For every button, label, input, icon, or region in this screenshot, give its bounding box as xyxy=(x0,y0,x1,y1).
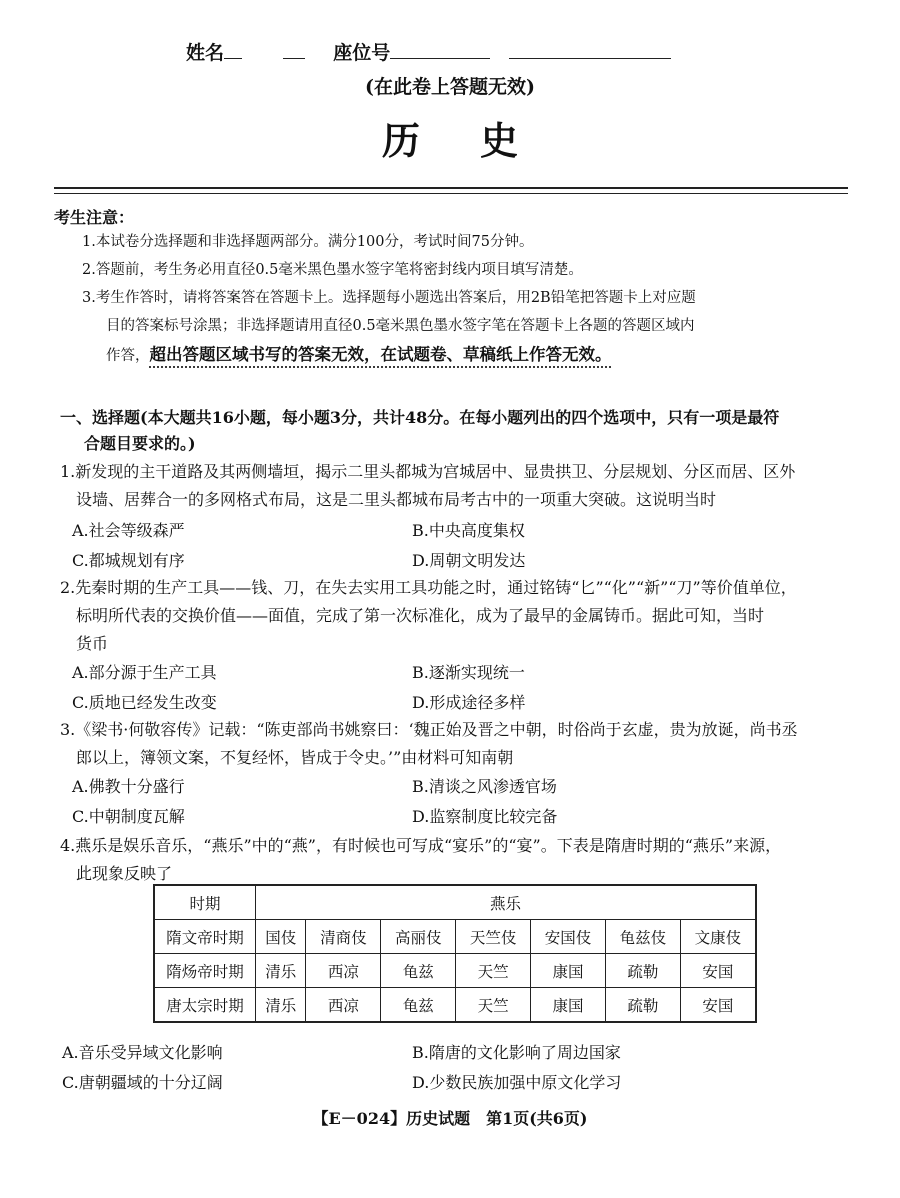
subject-title: 历史 xyxy=(381,118,578,163)
seat-blank-1[interactable] xyxy=(390,40,490,59)
table-cell: 龟兹 xyxy=(381,954,456,988)
table-cell: 安国伎 xyxy=(531,920,606,954)
note-3-emphasis: 超出答题区域书写的答案无效，在试题卷、草稿纸上作答无效。 xyxy=(149,345,612,364)
q3-option-a[interactable]: A.佛教十分盛行 xyxy=(72,777,185,796)
header-fields xyxy=(186,38,671,65)
name-blank-2[interactable] xyxy=(283,40,305,59)
note-3: 3.考生作答时，请将答案答在答题卡上。选择题每小题选出答案后，用2B铅笔把答题卡上对应题 xyxy=(82,290,696,306)
q1-line1: 1.新发现的主干道路及其两侧墙垣，揭示二里头都城为宫城居中、显贵拱卫、分层规划、分区而居、区外 xyxy=(60,462,796,481)
q3-line1: 3.《梁书·何敬容传》记载：“陈吏部尚书姚察曰：‘魏正始及晋之中朝，时俗尚于玄虚，贵为放诞，尚书丞 xyxy=(60,720,798,739)
table-cell: 清乐 xyxy=(256,954,306,988)
q1-option-d[interactable]: D.周朝文明发达 xyxy=(412,551,526,570)
table-header-music: 燕乐 xyxy=(256,885,757,920)
q2-line3: 货币 xyxy=(76,634,109,653)
q2-option-c[interactable]: C.质地已经发生改变 xyxy=(72,693,217,712)
q2-line2: 标明所代表的交换价值——面值，完成了第一次标准化，成为了最早的金属铸币。据此可知，当时 xyxy=(76,606,765,625)
q1-option-c[interactable]: C.都城规划有序 xyxy=(72,551,185,570)
table-header-period: 时期 xyxy=(154,885,256,920)
table-cell: 天竺 xyxy=(456,988,531,1023)
note-2: 2.答题前，考生务必用直径0.5毫米黑色墨水签字笔将密封线内项目填写清楚。 xyxy=(82,262,583,278)
q1-option-b[interactable]: B.中央高度集权 xyxy=(412,521,525,540)
seat-blank-2[interactable] xyxy=(509,40,671,59)
divider-thick xyxy=(54,187,848,189)
q4-line2: 此现象反映了 xyxy=(76,864,173,883)
table-cell-period: 隋炀帝时期 xyxy=(154,954,256,988)
q3-option-b[interactable]: B.清谈之风渗透官场 xyxy=(412,777,557,796)
table-cell: 康国 xyxy=(531,954,606,988)
yanyue-table xyxy=(153,884,757,1023)
divider-thin xyxy=(54,193,848,194)
section-title-cont: 合题目要求的。) xyxy=(84,434,196,453)
q2-line1: 2.先秦时期的生产工具——钱、刀，在失去实用工具功能之时，通过铭铸“匕”“化”“新”“刀”等价值单位， xyxy=(60,578,797,597)
table-cell: 文康伎 xyxy=(680,920,756,954)
q2-option-b[interactable]: B.逐渐实现统一 xyxy=(412,663,525,682)
q3-option-d[interactable]: D.监察制度比较完备 xyxy=(412,807,558,826)
table-cell: 西凉 xyxy=(306,988,381,1023)
table-cell: 天竺 xyxy=(456,954,531,988)
table-row xyxy=(154,954,756,988)
page-footer: 【E－024】历史试题 第1页(共6页) xyxy=(312,1109,588,1128)
q1-line2: 设墙、居葬合一的多网格式布局，这是二里头都城布局考古中的一项重大突破。这说明当时 xyxy=(76,490,717,509)
table-row xyxy=(154,988,756,1023)
seat-label: 座位号 xyxy=(333,42,391,64)
q4-option-c[interactable]: C.唐朝疆域的十分辽阔 xyxy=(62,1073,223,1092)
name-blank-1[interactable] xyxy=(224,40,242,59)
q1-option-a[interactable]: A.社会等级森严 xyxy=(72,521,185,540)
q4-option-d[interactable]: D.少数民族加强中原文化学习 xyxy=(412,1073,622,1092)
table-cell: 天竺伎 xyxy=(456,920,531,954)
q4-option-b[interactable]: B.隋唐的文化影响了周边国家 xyxy=(412,1043,621,1062)
table-cell: 安国 xyxy=(680,988,756,1023)
q3-option-c[interactable]: C.中朝制度瓦解 xyxy=(72,807,185,826)
note-1: 1.本试卷分选择题和非选择题两部分。满分100分，考试时间75分钟。 xyxy=(82,234,534,250)
table-cell: 疏勒 xyxy=(605,988,680,1023)
table-cell: 清商伎 xyxy=(306,920,381,954)
table-cell: 疏勒 xyxy=(605,954,680,988)
table-cell: 安国 xyxy=(680,954,756,988)
table-cell-period: 隋文帝时期 xyxy=(154,920,256,954)
note-3-prefix: 作答， xyxy=(106,348,150,364)
q2-option-d[interactable]: D.形成途径多样 xyxy=(412,693,526,712)
q4-line1: 4.燕乐是娱乐音乐，“燕乐”中的“燕”，有时候也可写成“宴乐”的“宴”。下表是隋唐时期的“燕乐”来源， xyxy=(60,836,782,855)
name-label: 姓名 xyxy=(186,42,225,64)
table-row xyxy=(154,920,756,954)
note-3-cont: 目的答案标号涂黑；非选择题请用直径0.5毫米黑色墨水签字笔在答题卡上各题的答题区域内 xyxy=(106,318,695,334)
table-cell: 清乐 xyxy=(256,988,306,1023)
table-cell-period: 唐太宗时期 xyxy=(154,988,256,1023)
table-cell: 国伎 xyxy=(256,920,306,954)
q3-line2: 郎以上，簿领文案，不复经怀，皆成于令史。’”由材料可知南朝 xyxy=(76,748,514,767)
table-cell: 龟兹 xyxy=(381,988,456,1023)
invalid-notice: (在此卷上答题无效) xyxy=(365,76,535,98)
table-cell: 西凉 xyxy=(306,954,381,988)
table-cell: 高丽伎 xyxy=(381,920,456,954)
table-cell: 康国 xyxy=(531,988,606,1023)
table-header-row xyxy=(154,885,756,920)
q2-option-a[interactable]: A.部分源于生产工具 xyxy=(72,663,217,682)
note-3-end xyxy=(106,341,846,370)
table-cell: 龟兹伎 xyxy=(605,920,680,954)
notes-title: 考生注意： xyxy=(54,208,135,227)
q4-option-a[interactable]: A.音乐受异域文化影响 xyxy=(62,1043,223,1062)
section-title: 一、选择题(本大题共16小题，每小题3分，共计48分。在每小题列出的四个选项中，只有一项是最符 xyxy=(60,408,780,427)
